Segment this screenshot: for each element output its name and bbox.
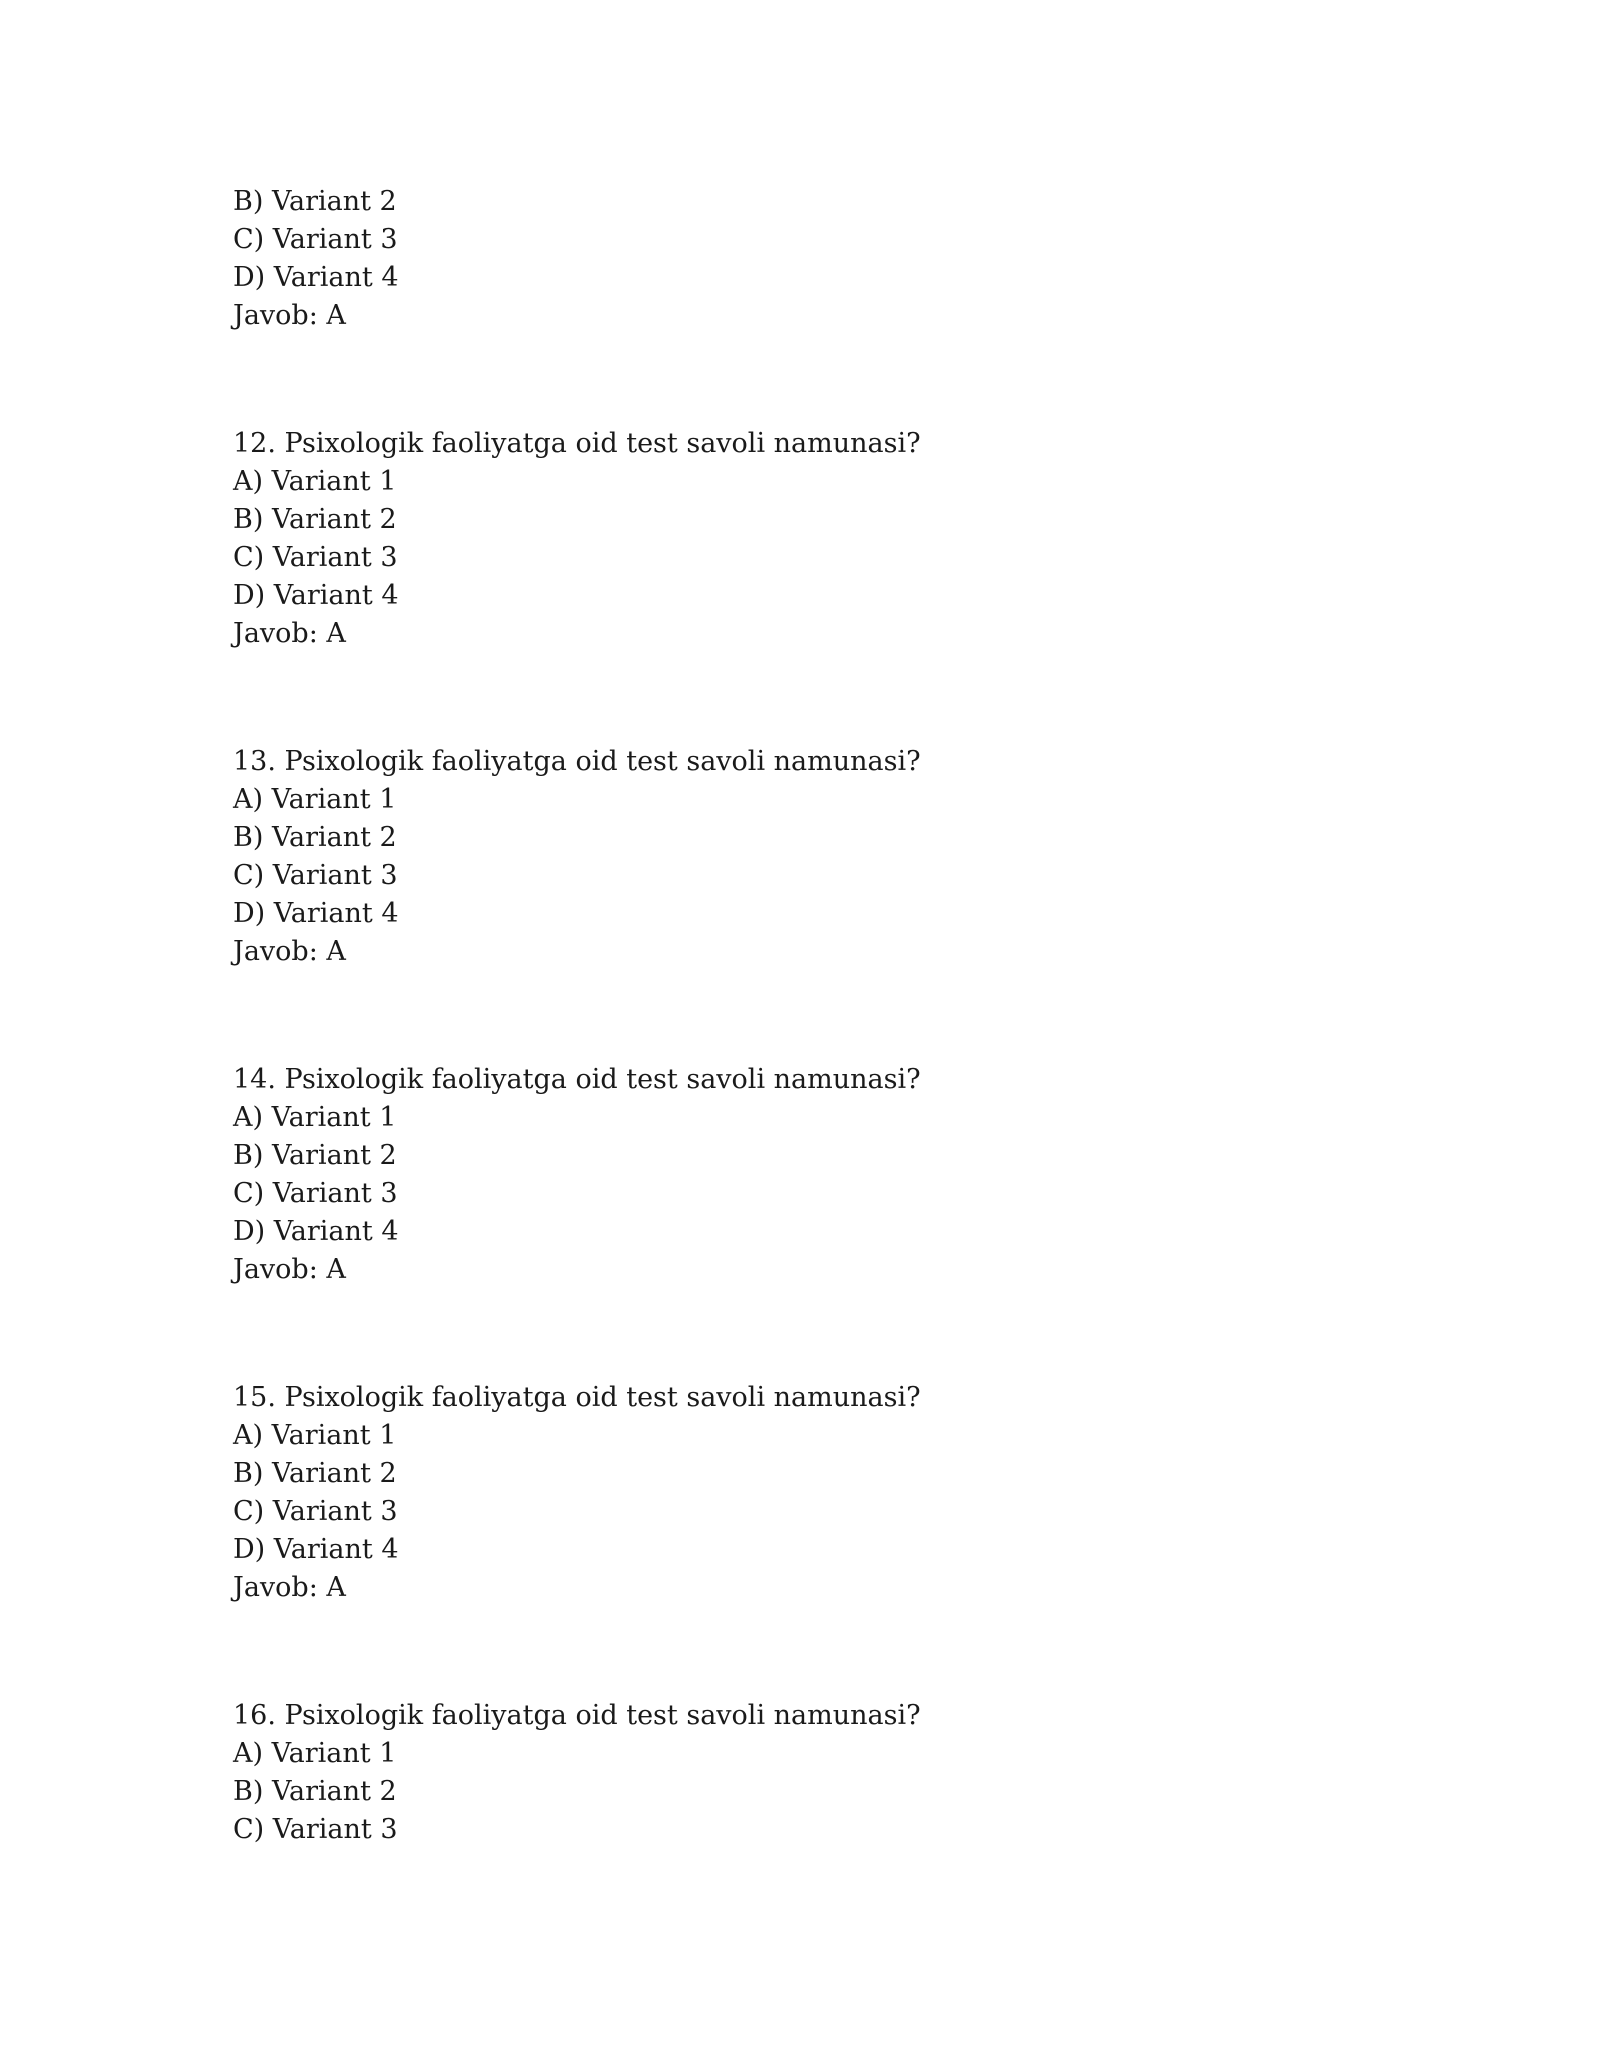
answer-line: Javob: A xyxy=(233,618,346,649)
option-a: A) Variant 1 xyxy=(233,1102,397,1133)
question-text: 15. Psixologik faoliyatga oid test savoli namunasi? xyxy=(233,1382,921,1413)
document-page xyxy=(233,183,1433,1849)
option-c: C) Variant 3 xyxy=(233,860,398,891)
answer-line: Javob: A xyxy=(233,936,346,967)
question-block-13 xyxy=(233,743,1433,971)
option-d: D) Variant 4 xyxy=(233,1534,399,1565)
option-a: A) Variant 1 xyxy=(233,466,397,497)
option-d: D) Variant 4 xyxy=(233,262,399,293)
question-fragment-11 xyxy=(233,183,1433,335)
option-a: A) Variant 1 xyxy=(233,1420,397,1451)
option-a: A) Variant 1 xyxy=(233,1738,397,1769)
question-text: 16. Psixologik faoliyatga oid test savoli namunasi? xyxy=(233,1700,921,1731)
option-b: B) Variant 2 xyxy=(233,822,397,853)
question-block-16 xyxy=(233,1697,1433,1849)
option-c: C) Variant 3 xyxy=(233,542,398,573)
question-text: 14. Psixologik faoliyatga oid test savoli namunasi? xyxy=(233,1064,921,1095)
option-b: B) Variant 2 xyxy=(233,504,397,535)
option-b: B) Variant 2 xyxy=(233,1458,397,1489)
question-block-12 xyxy=(233,425,1433,653)
question-block-14 xyxy=(233,1061,1433,1289)
option-c: C) Variant 3 xyxy=(233,1496,398,1527)
question-block-15 xyxy=(233,1379,1433,1607)
answer-line: Javob: A xyxy=(233,1254,346,1285)
option-d: D) Variant 4 xyxy=(233,1216,399,1247)
option-b: B) Variant 2 xyxy=(233,1776,397,1807)
option-d: D) Variant 4 xyxy=(233,898,399,929)
option-c: C) Variant 3 xyxy=(233,1178,398,1209)
answer-line: Javob: A xyxy=(233,300,346,331)
option-c: C) Variant 3 xyxy=(233,1814,398,1845)
answer-line: Javob: A xyxy=(233,1572,346,1603)
option-d: D) Variant 4 xyxy=(233,580,399,611)
option-b: B) Variant 2 xyxy=(233,186,397,217)
option-a: A) Variant 1 xyxy=(233,784,397,815)
question-text: 13. Psixologik faoliyatga oid test savoli namunasi? xyxy=(233,746,921,777)
option-b: B) Variant 2 xyxy=(233,1140,397,1171)
question-text: 12. Psixologik faoliyatga oid test savoli namunasi? xyxy=(233,428,921,459)
option-c: C) Variant 3 xyxy=(233,224,398,255)
